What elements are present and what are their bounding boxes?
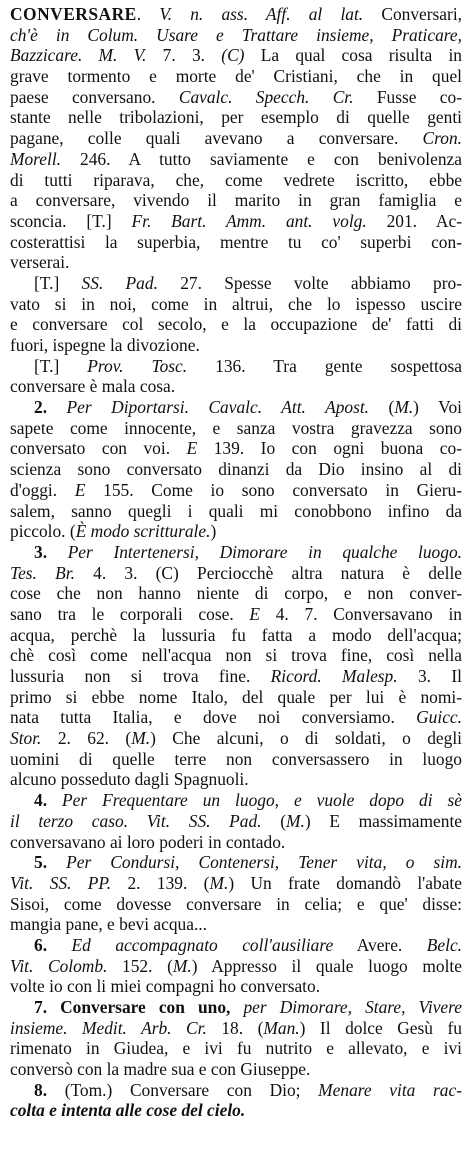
entry-line <box>10 769 462 790</box>
entry-line <box>10 314 462 335</box>
entry-line <box>10 1018 462 1039</box>
text-segment: fuori, ispegne la divozione. <box>10 335 200 355</box>
text-segment: M. <box>131 728 151 749</box>
text-segment: V. n. ass. Aff. al lat. <box>159 4 364 24</box>
text-segment: SS. Pad. <box>81 272 158 293</box>
text-segment: Ed accompagnato coll'ausiliare <box>71 934 334 955</box>
text-segment: Guicc. <box>416 707 462 728</box>
entry-line <box>10 397 462 418</box>
text-segment: Avere. <box>333 934 427 955</box>
entry-line <box>10 211 462 232</box>
text-segment: (C) <box>221 45 245 66</box>
text-segment: di tutti riparava, che, come vedrete iscritto, ebbe <box>10 169 462 190</box>
entry-line <box>10 149 462 170</box>
text-segment: [T.] <box>34 355 88 376</box>
text-segment: e conversare col secolo, e la occupazione de' fatti di <box>10 314 462 335</box>
text-segment: E <box>186 438 198 459</box>
text-segment: 18. ( <box>206 1017 264 1038</box>
entry-line <box>10 790 462 811</box>
text-segment: 27. Spesse volte abbiamo pro- <box>157 272 462 293</box>
entry-line <box>10 935 462 956</box>
text-segment: insieme. Medit. Arb. Cr. <box>10 1017 207 1038</box>
text-segment: ) Il dolce Gesù fu <box>299 1017 462 1038</box>
text-segment: 4. 3. (C) Perciocchè altra natura è delle <box>74 562 462 583</box>
text-segment: Sisoi, come dovesse conversare in celia; e que' disse: <box>10 893 462 914</box>
entry-line <box>10 438 462 459</box>
entry-line <box>10 728 462 749</box>
text-segment: vato si in noi, come in altrui, che lo ispesso uscire <box>10 293 462 314</box>
text-segment: È modo scritturale. <box>75 521 211 542</box>
text-segment: 136. Tra gente sospettosa <box>187 355 462 376</box>
text-segment: per Dimorare, Stare, Vivere <box>243 997 462 1017</box>
text-segment: ) Un frate domandò l'abate <box>228 872 462 893</box>
text-segment: Cron. <box>422 128 462 149</box>
text-segment: E <box>249 603 261 624</box>
entry-line <box>10 107 462 128</box>
text-segment: 3. Il <box>397 666 462 686</box>
text-segment: 3. <box>34 541 68 562</box>
text-segment: Fr. Bart. Amm. ant. volg. <box>131 210 367 231</box>
entry-line <box>10 811 462 832</box>
entry-line <box>10 190 462 211</box>
text-segment: pagane, colle quali avevano a conversare. <box>10 128 423 149</box>
entry-line <box>10 1080 462 1101</box>
text-segment: ) E massimamente <box>304 810 462 831</box>
text-segment: costerattisi la superbia, mentre tu co' superbi con- <box>10 231 462 252</box>
text-segment: 6. <box>34 934 72 955</box>
entry-line <box>10 832 462 853</box>
text-segment: 2. <box>34 397 67 418</box>
text-segment: rimenato in Giudea, e ivi fu nutrito e allevato, e ivi <box>10 1038 462 1059</box>
text-segment: scienza sono conversato dinanzi da Dio insino al di <box>10 459 462 480</box>
text-segment: ) Che alcuni, o di soldati, o degli <box>150 728 462 749</box>
text-segment: lussuria non si trova fine. <box>10 666 271 686</box>
dictionary-entry-conversare <box>10 4 462 1121</box>
text-segment: Per Diportarsi. Cavalc. Att. Apost. <box>66 397 370 418</box>
text-segment: sano tra le corporali cose. <box>10 603 250 624</box>
entry-line <box>10 273 462 294</box>
text-segment: Vit. Colomb. <box>10 955 108 976</box>
text-segment: d'oggi. <box>10 479 75 500</box>
text-segment: conversavano ai loro poderi in contado. <box>10 831 286 852</box>
text-segment: Morell. <box>10 148 62 169</box>
entry-line <box>10 45 462 66</box>
text-segment: a conversare, vivendo il marito in gran famiglia e <box>10 190 462 211</box>
text-segment: stante nelle tribolazioni, per esemplo di quelle genti <box>10 107 462 128</box>
text-segment: M. <box>209 872 229 893</box>
entry-line <box>10 583 462 604</box>
text-segment: Per Intertenersi, Dimorare in qualche luogo. <box>67 541 462 562</box>
text-segment: Belc. <box>426 934 462 955</box>
entry-line <box>10 480 462 501</box>
entry-line <box>10 4 462 25</box>
text-segment: 8. <box>34 1079 65 1100</box>
entry-line <box>10 66 462 87</box>
entry-line <box>10 501 462 522</box>
entry-line <box>10 852 462 873</box>
text-segment: cose che non hanno niente di corpo, e non conver- <box>10 583 462 604</box>
entry-line <box>10 294 462 315</box>
text-segment: Fusse co- <box>353 86 462 107</box>
text-segment: sapete come innocente, e sanza vostra gravezza sono <box>10 417 462 438</box>
text-segment: Prov. Tosc. <box>87 355 188 376</box>
text-segment: Per Frequentare un luogo, e vuole dopo di sè <box>62 790 462 811</box>
entry-line <box>10 914 462 935</box>
text-segment: colta e intenta alle cose del cielo. <box>10 1100 246 1121</box>
entry-line <box>10 894 462 915</box>
entry-line <box>10 687 462 708</box>
text-segment: grave tormento e morte de' Cristiani, che in quel <box>10 66 462 87</box>
entry-line <box>10 335 462 356</box>
text-segment: E <box>74 479 86 500</box>
text-segment: Vit. SS. PP. <box>10 872 112 893</box>
text-segment: conversare è mala cosa. <box>10 376 176 397</box>
text-segment: mangia pane, e bevi acqua... <box>10 914 208 935</box>
entry-line <box>10 749 462 770</box>
text-segment: Per Condursi, Contenersi, Tener vita, o sim. <box>66 852 462 873</box>
text-segment: M. <box>394 397 414 418</box>
text-segment: (Tom.) <box>64 1079 113 1100</box>
entry-line <box>10 997 462 1018</box>
entry-line <box>10 521 462 542</box>
text-segment: conversò con la madre sua e con Giuseppe. <box>10 1059 311 1080</box>
entry-line <box>10 542 462 563</box>
entry-line <box>10 873 462 894</box>
text-segment: 152. ( <box>107 955 173 976</box>
entry-line <box>10 128 462 149</box>
entry-line <box>10 418 462 439</box>
text-segment: [T.] <box>34 272 82 293</box>
entry-line <box>10 956 462 977</box>
text-segment: Bazzicare. M. V. <box>10 45 147 66</box>
entry-line <box>10 666 462 687</box>
entry-line <box>10 1038 462 1059</box>
text-segment: paese conversano. <box>10 86 179 107</box>
text-segment: sconcia. [T.] <box>10 210 132 231</box>
text-segment: Stor. <box>10 728 42 749</box>
entry-line <box>10 1100 462 1121</box>
entry-line <box>10 563 462 584</box>
text-segment: acqua, perchè la lussuria fu fatta a modo dell'acqua; <box>10 624 462 645</box>
entry-line <box>10 1059 462 1080</box>
text-segment: 7. Conversare con uno, <box>34 997 244 1017</box>
text-segment: M. <box>172 955 192 976</box>
entry-line <box>10 707 462 728</box>
text-segment: uomini di quelle terre non conversassero in luogo <box>10 748 462 769</box>
text-segment: 139. Io con ogni buona co- <box>197 438 462 459</box>
text-segment: ch'è in Colum. Usare e Trattare insieme, Praticare, <box>10 24 462 45</box>
text-segment: . <box>136 4 160 24</box>
text-segment: ) Voi <box>413 397 462 418</box>
text-segment: 246. A tutto saviamente e con benivolenza <box>61 148 462 169</box>
entry-line <box>10 232 462 253</box>
text-segment: conversato con voi. <box>10 438 187 459</box>
text-segment: nata tutta Italia, e dove noi conversiamo. <box>10 707 417 728</box>
text-segment: Menare vita rac- <box>318 1079 462 1100</box>
text-segment: 7. 3. <box>146 45 222 66</box>
text-segment: Cavalc. Specch. Cr. <box>178 86 354 107</box>
text-segment: 5. <box>34 852 67 873</box>
text-segment: M. <box>286 810 305 831</box>
text-segment: chè così come nell'acqua non si trova fine, così nella <box>10 645 462 666</box>
text-segment: 4. <box>34 790 63 811</box>
text-segment: il terzo caso. Vit. SS. Pad. <box>10 810 262 831</box>
entry-line <box>10 356 462 377</box>
text-segment: piccolo. ( <box>10 521 76 542</box>
entry-line <box>10 25 462 46</box>
text-segment: 2. 139. ( <box>111 872 210 893</box>
text-segment: ) <box>210 521 217 542</box>
entry-line <box>10 645 462 666</box>
text-segment: 155. Come io sono conversato in Gieru- <box>85 479 462 500</box>
text-segment: verserai. <box>10 252 70 273</box>
text-segment: ( <box>369 397 395 418</box>
entry-line <box>10 376 462 397</box>
entry-line <box>10 459 462 480</box>
text-segment: ( <box>261 810 287 831</box>
text-segment: Ricord. Malesp. <box>270 666 398 686</box>
text-segment: primo si ebbe nome Italo, del quale per lui è nomi- <box>10 686 462 707</box>
text-segment: Conversari, <box>363 4 462 24</box>
text-segment: ) Appresso il quale luogo molte <box>191 955 462 976</box>
text-segment: 2. 62. ( <box>41 728 132 749</box>
entry-line <box>10 604 462 625</box>
text-segment: Tes. Br. <box>10 562 75 583</box>
entry-line <box>10 625 462 646</box>
text-segment: Man. <box>263 1017 300 1038</box>
entry-line <box>10 170 462 191</box>
text-segment: 4. 7. Conversavano in <box>260 603 462 624</box>
text-segment: La qual cosa risulta in <box>244 45 462 66</box>
text-segment: Conversare con Dio; <box>112 1079 319 1100</box>
text-segment: 201. Ac- <box>366 210 462 231</box>
entry-line <box>10 976 462 997</box>
entry-line <box>10 87 462 108</box>
headword: CONVERSARE <box>10 4 137 24</box>
entry-line <box>10 252 462 273</box>
text-segment: volte io con li miei compagni ho conversato. <box>10 976 321 997</box>
text-segment: salem, sanno quegli i quali mi conobbono infino da <box>10 500 462 521</box>
text-segment: alcuno posseduto dagli Spagnuoli. <box>10 769 249 790</box>
